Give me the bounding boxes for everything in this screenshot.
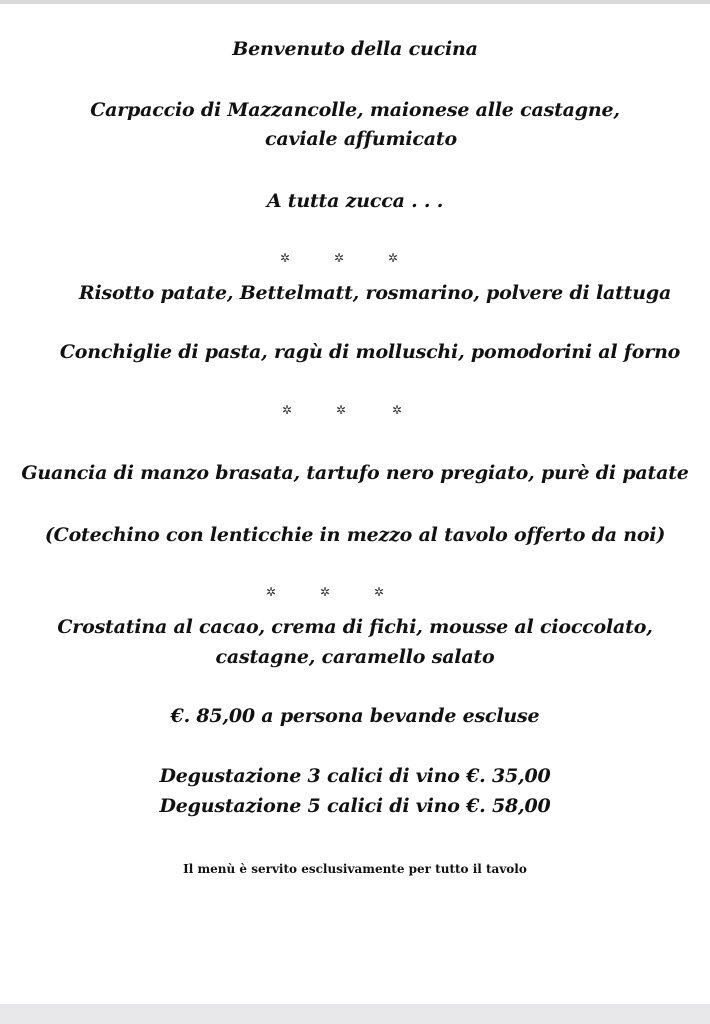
separator-star: ✲ (334, 251, 345, 265)
risotto-course: Risotto patate, Bettelmatt, rosmarino, polvere di lattuga (78, 282, 672, 304)
wine-pairing-3: Degustazione 3 calici di vino €. 35,00 (159, 765, 551, 787)
separator-star: ✲ (266, 585, 277, 599)
separator-star: ✲ (374, 585, 385, 599)
main-course: Guancia di manzo brasata, tartufo nero pregiato, purè di patate (21, 462, 689, 484)
separator-star: ✲ (392, 403, 403, 417)
dessert-line-1: Crostatina al cacao, crema di fichi, mousse al cioccolato, (57, 616, 653, 638)
dessert-line-2: castagne, caramello salato (215, 646, 495, 668)
bottom-edge (0, 1004, 710, 1024)
welcome-course: Benvenuto della cucina (232, 38, 478, 60)
price: €. 85,00 a persona bevande escluse (170, 705, 540, 727)
separator-star: ✲ (280, 251, 291, 265)
separator-star: ✲ (388, 251, 399, 265)
separator-star: ✲ (282, 403, 293, 417)
pasta-course: Conchiglie di pasta, ragù di molluschi, pomodorini al forno (59, 341, 681, 363)
cotechino-note: (Cotechino con lenticchie in mezzo al tavolo offerto da noi) (44, 524, 666, 546)
separator-star: ✲ (336, 403, 347, 417)
starter-line-2: caviale affumicato (265, 128, 457, 150)
separator-star: ✲ (320, 585, 331, 599)
pumpkin-course: A tutta zucca . . . (266, 190, 444, 212)
wine-pairing-5: Degustazione 5 calici di vino €. 58,00 (159, 795, 551, 817)
service-note: Il menù è servito esclusivamente per tutto il tavolo (183, 862, 527, 876)
top-edge (0, 0, 710, 4)
starter-line-1: Carpaccio di Mazzancolle, maionese alle castagne, (90, 99, 620, 121)
